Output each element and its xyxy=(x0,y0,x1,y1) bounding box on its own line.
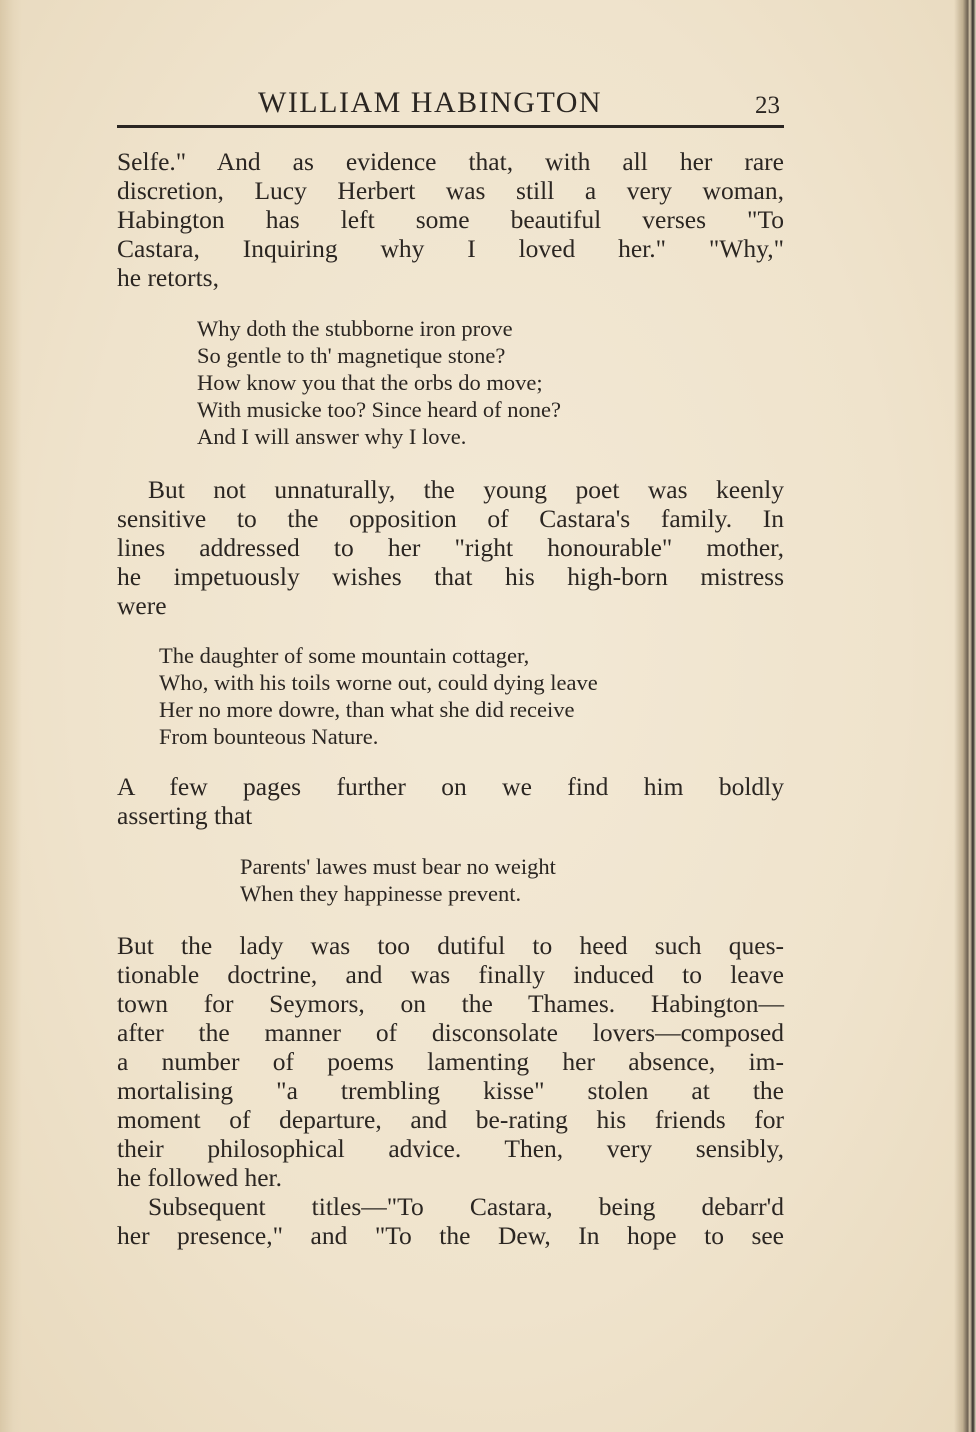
text-line: moment of departure, and be-rating his friends for xyxy=(117,1105,784,1134)
text-line: Selfe." And as evidence that, with all her rare xyxy=(117,147,784,176)
page-header xyxy=(117,84,784,124)
paragraph-5 xyxy=(117,1192,784,1250)
verse-quote-3 xyxy=(240,853,556,907)
text-line: he followed her. xyxy=(117,1163,282,1192)
page-number: 23 xyxy=(755,92,780,119)
paragraph-1 xyxy=(117,147,784,292)
text-line: town for Seymors, on the Thames. Habington— xyxy=(117,989,784,1018)
text-line: But the lady was too dutiful to heed such ques- xyxy=(117,931,784,960)
verse-line: The daughter of some mountain cottager, xyxy=(159,643,530,668)
text-line: he retorts, xyxy=(117,263,219,292)
text-line: Habington has left some beautiful verses "To xyxy=(117,205,784,234)
verse-line: When they happinesse prevent. xyxy=(240,881,522,906)
text-line: A few pages further on we find him boldly xyxy=(117,772,784,801)
page-edge-shadow xyxy=(954,0,976,1432)
text-line: Castara, Inquiring why I loved her." "Why," xyxy=(117,234,784,263)
paragraph-3 xyxy=(117,772,784,830)
text-line: mortalising "a trembling kisse" stolen at the xyxy=(117,1076,784,1105)
text-line: their philosophical advice. Then, very sensibly, xyxy=(117,1134,784,1163)
verse-line: Parents' lawes must bear no weight xyxy=(240,854,556,879)
text-line: sensitive to the opposition of Castara's family. In xyxy=(117,504,784,533)
text-line: after the manner of disconsolate lovers—composed xyxy=(117,1018,784,1047)
verse-line: And I will answer why I love. xyxy=(197,424,467,449)
verse-line: Her no more dowre, than what she did receive xyxy=(159,697,575,722)
verse-line: Why doth the stubborne iron prove xyxy=(197,316,513,341)
text-line: discretion, Lucy Herbert was still a very woman, xyxy=(117,176,784,205)
verse-line: From bounteous Nature. xyxy=(159,724,379,749)
verse-line: How know you that the orbs do move; xyxy=(197,370,543,395)
paragraph-2 xyxy=(117,475,784,620)
header-rule xyxy=(117,125,784,128)
text-line: tionable doctrine, and was finally induced to leave xyxy=(117,960,784,989)
text-line: Subsequent titles—"To Castara, being debarr'd xyxy=(148,1192,784,1221)
verse-quote-1 xyxy=(197,315,561,450)
verse-quote-2 xyxy=(159,642,598,750)
text-line: were xyxy=(117,591,167,620)
text-line: he impetuously wishes that his high-born mistress xyxy=(117,562,784,591)
verse-line: Who, with his toils worne out, could dying leave xyxy=(159,670,598,695)
verse-line: With musicke too? Since heard of none? xyxy=(197,397,561,422)
text-line: asserting that xyxy=(117,801,253,830)
text-line: her presence," and "To the Dew, In hope to see xyxy=(117,1221,784,1250)
paragraph-4 xyxy=(117,931,784,1192)
running-head: WILLIAM HABINGTON xyxy=(258,86,603,119)
page-gutter-shadow xyxy=(0,0,22,1432)
text-line: lines addressed to her "right honourable" mother, xyxy=(117,533,784,562)
text-line: a number of poems lamenting her absence, im- xyxy=(117,1047,784,1076)
verse-line: So gentle to th' magnetique stone? xyxy=(197,343,506,368)
text-line: But not unnaturally, the young poet was keenly xyxy=(148,475,784,504)
